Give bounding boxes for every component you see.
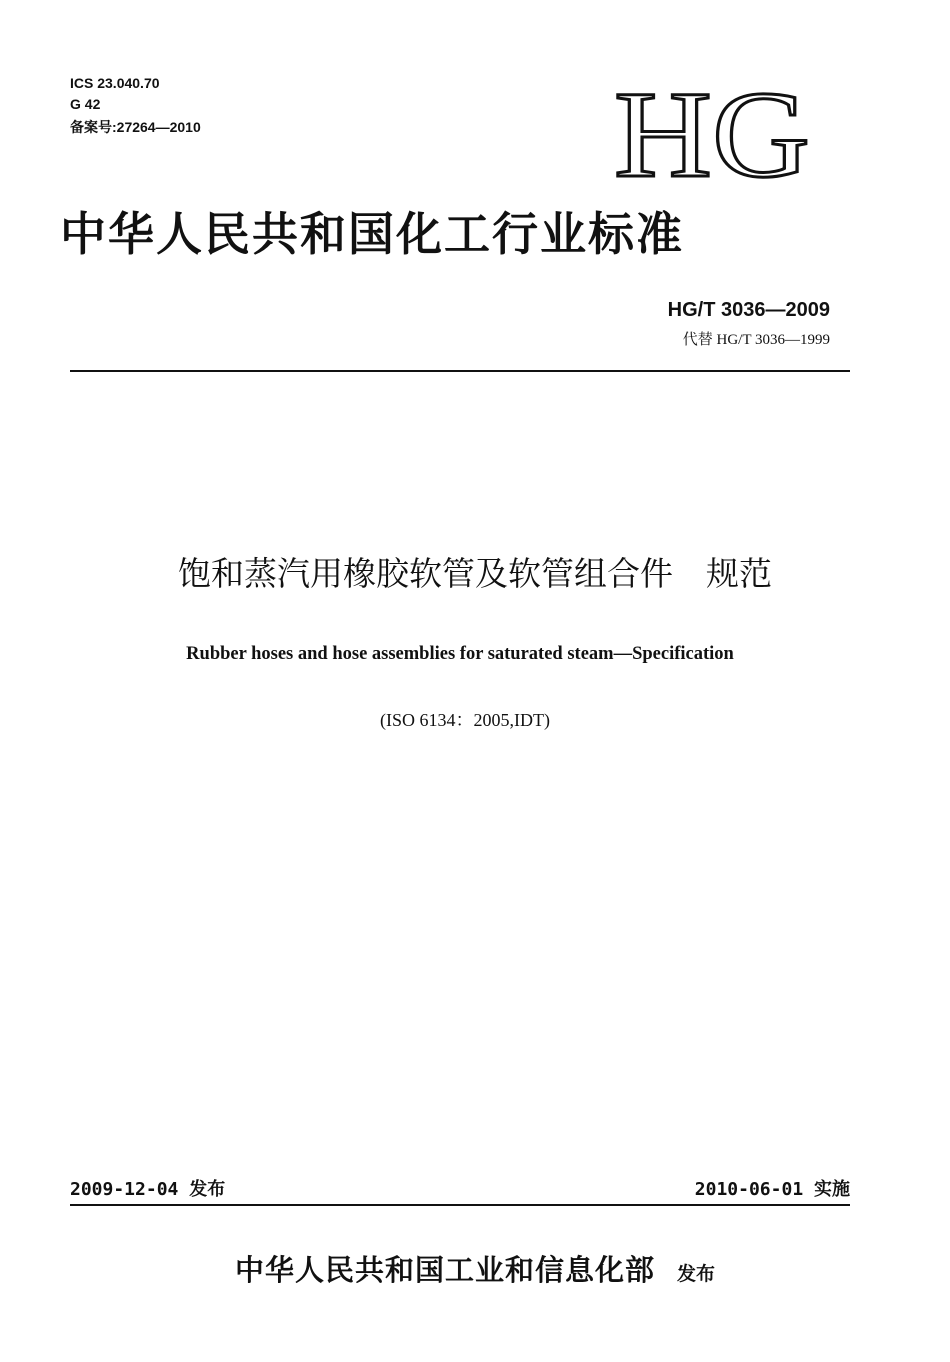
standard-number: HG/T 3036—2009 — [667, 299, 830, 321]
header-rule — [70, 370, 850, 372]
footer-rule — [70, 1204, 850, 1206]
issue-date: 2009-12-04 发布 — [70, 1179, 226, 1200]
ics-code: ICS 23.040.70 — [70, 75, 160, 91]
document-title-en: Rubber hoses and hose assemblies for saturated steam—Specification — [186, 644, 734, 664]
document-title-cn: 饱和蒸汽用橡胶软管及软管组合件 规范 — [178, 554, 772, 593]
filing-number: 备案号:27264—2010 — [70, 119, 201, 135]
publisher-suffix: 发布 — [677, 1263, 716, 1285]
iso-reference: (ISO 6134：2005,IDT) — [380, 710, 550, 730]
ccs-code: G 42 — [70, 96, 101, 112]
effective-date: 2010-06-01 实施 — [694, 1179, 850, 1200]
header-title: 中华人民共和国化工行业标准 — [60, 207, 684, 261]
hg-logo-text: HG — [614, 78, 810, 188]
replaces-standard: 代替 HG/T 3036—1999 — [682, 332, 830, 348]
publisher-name: 中华人民共和国工业和信息化部 — [234, 1253, 655, 1287]
hg-logo — [612, 78, 812, 188]
publisher-line — [0, 1250, 950, 1295]
